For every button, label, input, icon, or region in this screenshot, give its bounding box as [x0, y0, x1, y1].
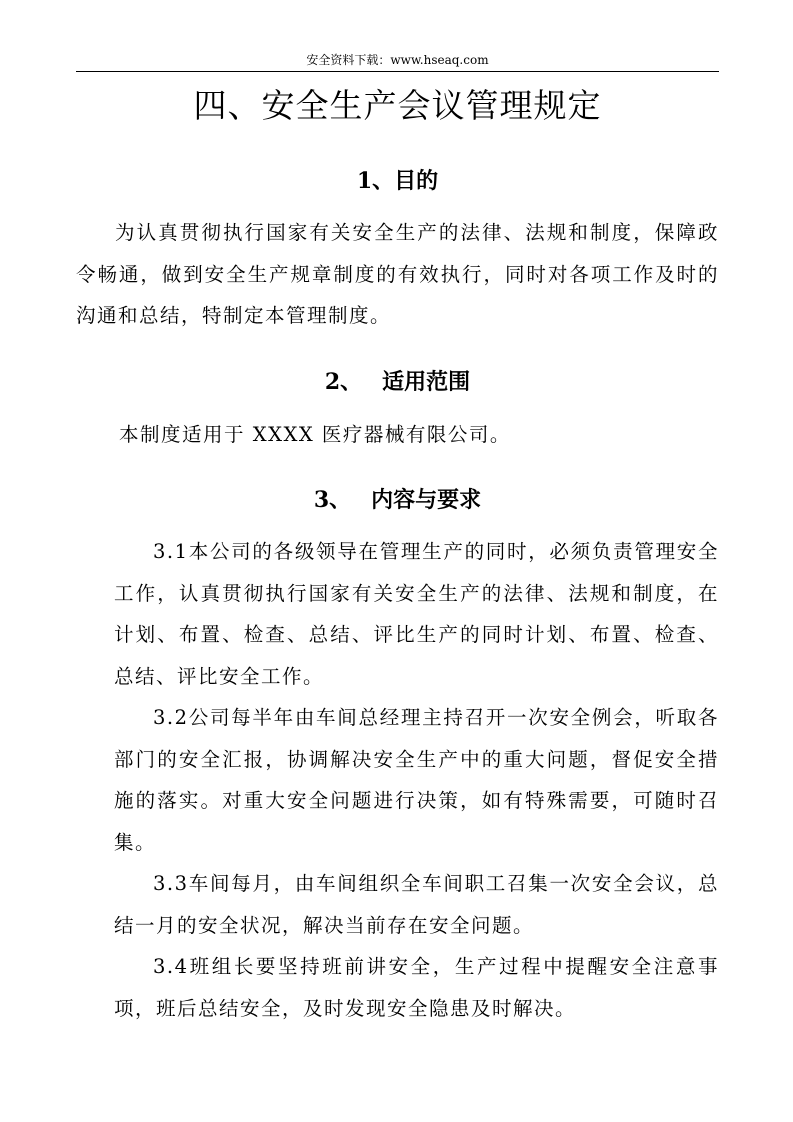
requirement-paragraph: 3.4班组长要坚持班前讲安全，生产过程中提醒安全注意事项，班后总结安全，及时发现安全隐患及时解决。 — [114, 955, 719, 1020]
section-title-text: 内容与要求 — [371, 487, 482, 513]
header-divider — [76, 71, 719, 72]
section-heading-content — [76, 485, 719, 515]
page-header — [76, 52, 719, 68]
section-heading-purpose: 1、目的 — [356, 168, 439, 194]
document-title: 四、安全生产会议管理规定 — [193, 86, 602, 125]
requirement-paragraph: 3.1本公司的各级领导在管理生产的同时，必须负责管理安全工作，认真贯彻执行国家有关安全生产的法律、法规和制度，在计划、布置、检查、总结、评比生产的同时计划、布置、检查、总结、评比安全工作。 — [114, 540, 719, 688]
section-number: 2、 — [324, 369, 363, 395]
section-title-text: 适用范围 — [382, 369, 471, 395]
requirement-paragraph: 3.2公司每半年由车间总经理主持召开一次安全例会，听取各部门的安全汇报，协调解决安全生产中的重大问题，督促安全措施的落实。对重大安全问题进行决策，如有特殊需要，可随时召集。 — [114, 706, 719, 854]
section-number: 3、 — [313, 487, 352, 513]
requirement-paragraph: 3.3车间每月，由车间组织全车间职工召集一次安全会议，总结一月的安全状况，解决当前存在安全问题。 — [114, 872, 719, 937]
section-heading-scope — [76, 367, 719, 397]
header-site-text: 安全资料下载：www.hseaq.com — [306, 53, 489, 67]
scope-paragraph: 本制度适用于 XXXX 医疗器械有限公司。 — [119, 423, 511, 446]
purpose-paragraph: 为认真贯彻执行国家有关安全生产的法律、法规和制度，保障政令畅通，做到安全生产规章制度的有效执行，同时对各项工作及时的沟通和总结，特制定本管理制度。 — [76, 221, 719, 327]
